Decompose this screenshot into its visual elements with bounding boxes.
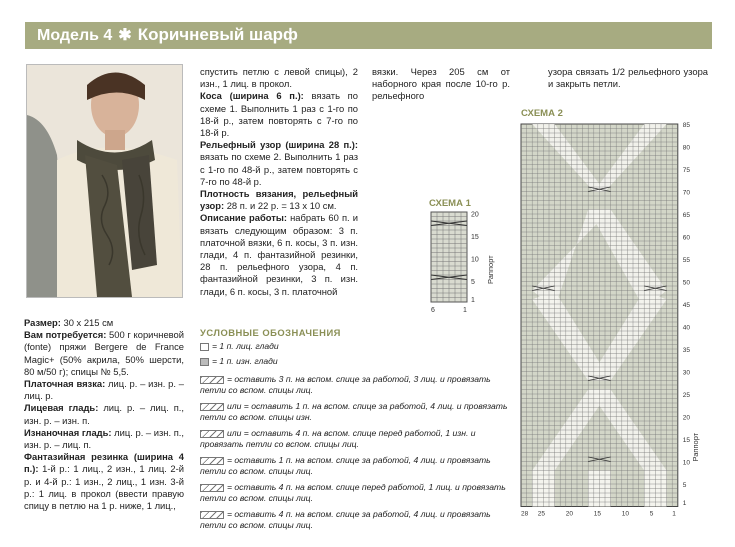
legend-text: = оставить 1 п. на вспом. спице за работой, 4 лиц. и провязать петли со вспом. спицы лиц. [200, 455, 491, 476]
schema2-row-label: 1 [682, 500, 687, 507]
scarf-photo [26, 64, 183, 298]
legend-text: = 1 п. изн. глади [212, 356, 278, 366]
relief-label: Рельефный узор (ширина 28 п.): [200, 139, 358, 151]
schema2-col-label: 10 [621, 510, 630, 518]
schema2-chart [515, 118, 715, 533]
size-label: Размер: [24, 317, 61, 328]
header-banner [25, 22, 712, 49]
legend-item [200, 455, 510, 477]
schema2-row-label: 10 [682, 459, 691, 467]
legend-item [200, 482, 510, 504]
stockinette-value: лиц. р. – лиц. п., изн. р. – изн. п. [24, 402, 184, 426]
schema2-row-label: 45 [682, 302, 691, 309]
schema2-col-label: 15 [593, 510, 602, 518]
legend-item [200, 341, 510, 352]
work-label: Описание работы: [200, 212, 287, 224]
schema2-col-label: 1 [672, 510, 676, 518]
model-number: Модель 4 [37, 27, 113, 44]
purl-symbol-icon [200, 358, 209, 366]
cross-front-symbol-icon [200, 484, 224, 492]
work-value: набрать 60 п. и вязать следующим образом: 3 п. платочной вязки, 6 п. косы, 3 п. изн. глади, 4 п. фантазийной резинки, 28 п. рельефного узора, 4 п. фантазийной резинки, 3 п. изн. глади, 6 п. косы, 3 п. платочной [200, 212, 359, 297]
right-text-2: узора связать 1/2 рельефного узора и закрыть петли. [548, 66, 708, 90]
right-text-1: вязки. Через 205 см от наборного края после 10-го р. рельефного [372, 66, 510, 102]
schema1-col-label: 6 [431, 307, 435, 314]
legend-text: или = оставить 4 п. на вспом. спице перед работой, 1 изн. и провязать петли со вспом. спицы лиц. [200, 428, 476, 449]
schema2-row-label: 30 [682, 369, 691, 377]
right-column-b [548, 66, 708, 90]
schema2-row-label: 15 [682, 437, 691, 444]
schema2-row-label: 65 [682, 212, 691, 219]
schema2-label: СХЕМА 2 [521, 108, 563, 119]
schema1-row-label: 20 [471, 211, 479, 219]
right-column-a [372, 66, 510, 103]
legend-item [200, 509, 510, 531]
schema2-row-label: 75 [682, 167, 691, 174]
gauge-value: 28 п. и 22 р. = 13 х 10 см. [226, 200, 337, 212]
legend-text: = оставить 4 п. на вспом. спице перед работой, 1 лиц. и провязать петли со вспом. спицы лиц. [200, 482, 506, 503]
reverse-label: Изнаночная гладь: [24, 426, 112, 438]
schema2-col-label: 20 [565, 510, 574, 518]
schema2-repeat-label: Раппорт [690, 432, 700, 462]
schema2-row-label: 60 [682, 234, 691, 242]
rib-label: Фантазийная резинка (ширина 4 п.): [24, 451, 184, 475]
garter-label: Платочная вязка: [24, 378, 106, 390]
schema2-row-label: 25 [682, 392, 691, 399]
schema1-row-label: 5 [471, 279, 475, 286]
legend-text: = 1 п. лиц. глади [212, 341, 279, 351]
schema1-col-label: 1 [463, 307, 467, 314]
schema1-repeat-label: Раппорт [486, 255, 495, 284]
legend-item [200, 401, 510, 423]
continuation-text: спустить петлю с левой спицы), 2 изн., 1 лиц. в прокол. [200, 66, 358, 90]
garter-value: лиц. р. – изн. р. – лиц. р. [24, 378, 184, 402]
middle-column [200, 66, 358, 298]
schema2-col-label: 28 [521, 510, 529, 518]
schema2-row-label: 5 [682, 482, 687, 489]
schema2-col-label: 25 [537, 510, 546, 518]
relief-value: вязать по схеме 2. Выполнить 1 раз с 1-го по 48-й р., затем повторять с 7-го по 48-й р. [200, 151, 358, 187]
schema2-row-label: 35 [682, 347, 691, 354]
materials-label: Вам потребуется: [24, 329, 107, 341]
cable-symbol-icon [200, 376, 224, 384]
left-column [24, 317, 184, 512]
schema2-row-label: 55 [682, 257, 691, 264]
schema1-row-label: 15 [471, 234, 479, 241]
star-icon: ✱ [118, 27, 132, 44]
schema2-row-label: 20 [682, 414, 691, 422]
reverse-value: лиц. р. – изн. п., изн. р. – лиц. п. [24, 426, 184, 451]
legend-item [200, 374, 510, 396]
stockinette-label: Лицевая гладь: [24, 402, 99, 414]
schema2-col-label: 5 [649, 510, 654, 518]
legend-text: = оставить 4 п. на вспом. спице за работой, 4 лиц. и провязать петли со вспом. спицы лиц. [200, 509, 491, 530]
schema1-row-label: 10 [471, 256, 479, 264]
legend-title: УСЛОВНЫЕ ОБОЗНАЧЕНИЯ [200, 327, 341, 338]
materials-value: 500 г коричневой (fonte) пряжи Bergere de France Magic+ (50% акрила, 50% шерсти, 80 м/50 г); спицы № 5,5. [24, 329, 185, 377]
schema2-row-label: 70 [682, 189, 691, 197]
knit-symbol-icon [200, 343, 209, 351]
cross-right-symbol-icon [200, 430, 224, 438]
legend-item [200, 356, 510, 367]
cross-wide-symbol-icon [200, 511, 224, 519]
cross-back-symbol-icon [200, 457, 224, 465]
rib-value: 1-й р.: 1 лиц., 2 изн., 1 лиц. 2-й р. и 4-й р.: 1 изн., 2 лиц., 1 изн. 3-й р.: 1 лиц. в прокол (ввести правую спицу в петлю на 1 р. ниже, 1 лиц., [24, 463, 185, 512]
legend-item [200, 428, 510, 450]
pattern-title: Коричневый шарф [137, 25, 298, 44]
schema2-row-label: 50 [682, 279, 691, 287]
schema2-row-label: 85 [682, 122, 691, 129]
cable-value: вязать по схеме 1. Выполнить 1 раз с 1-го по 18-й р., затем повторять с 7-го по 18-й р. [200, 90, 358, 139]
cable-label: Коса (ширина 6 п.): [200, 90, 304, 102]
header-title [37, 25, 298, 45]
gauge-label: Плотность вязания, рельефный узор: [200, 188, 358, 212]
cross-left-symbol-icon [200, 403, 224, 411]
schema2-row-label: 80 [682, 144, 691, 152]
schema1-row-label: 1 [471, 297, 475, 304]
schema2-row-label: 40 [682, 324, 691, 332]
size-value: 30 х 215 см [63, 317, 114, 328]
schema1-chart [425, 208, 495, 320]
schema1-label: СХЕМА 1 [429, 198, 471, 209]
legend-text: = оставить 3 п. на вспом. спице за работой, 3 лиц. и провязать петли со вспом. спицы лиц. [200, 374, 491, 395]
legend-text: или = оставить 1 п. на вспом. спице за работой, 4 лиц. и провязать петли со вспом. спицы изн. [200, 401, 508, 422]
